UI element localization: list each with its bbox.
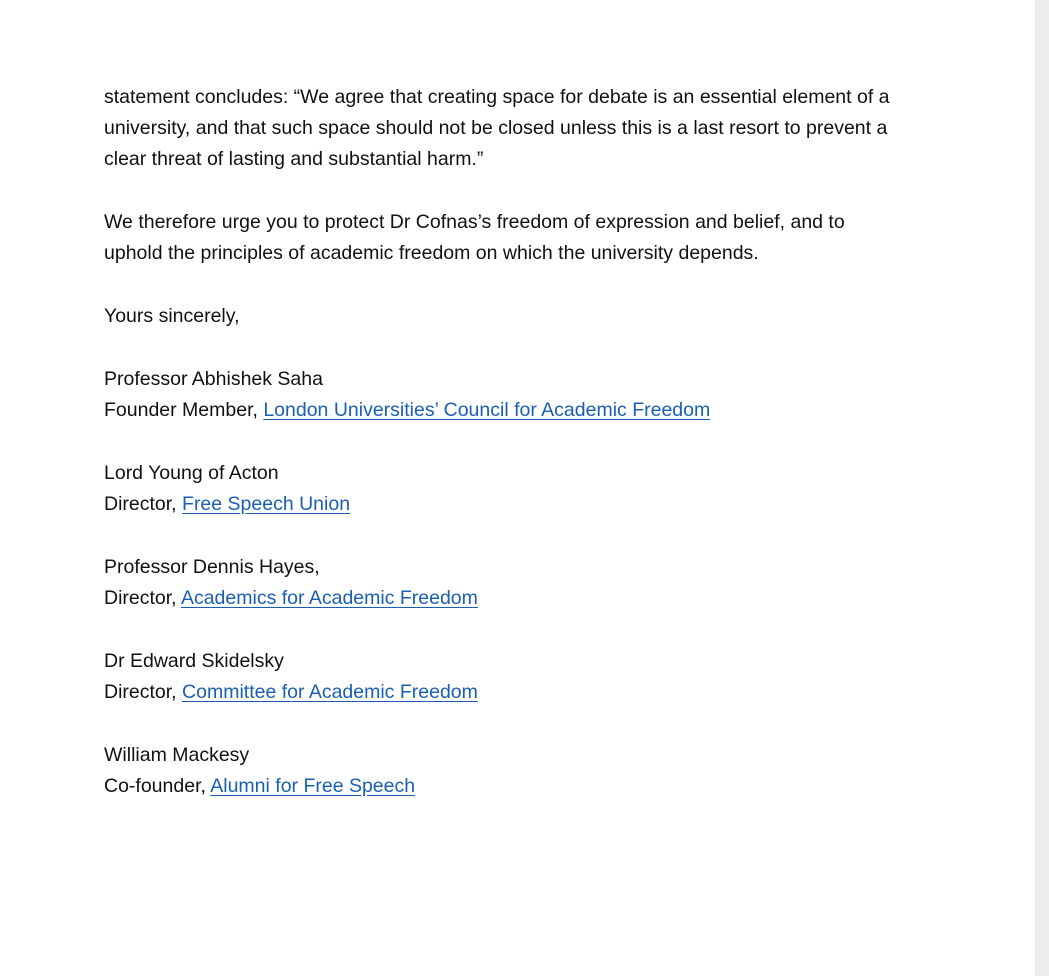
text-line: uphold the principles of academic freedom on which the university depends. <box>104 242 759 264</box>
role-prefix: Director, <box>104 681 183 703</box>
signatory-name: Dr Edward Skidelsky <box>104 650 284 672</box>
text-line: university, and that such space should not be closed unless this is a last resort to prevent a <box>104 117 888 139</box>
role-prefix: Founder Member, <box>104 399 264 421</box>
signatory-block <box>104 364 924 426</box>
paragraph-statement-conclusion <box>104 82 924 175</box>
role-prefix: Director, <box>104 587 181 609</box>
text-line: statement concludes: “We agree that creating space for debate is an essential element of a <box>104 86 890 108</box>
letter-body <box>104 82 924 834</box>
signatory-name: Professor Abhishek Saha <box>104 368 323 390</box>
text-line: clear threat of lasting and substantial harm.” <box>104 148 484 170</box>
role-prefix: Co-founder, <box>104 775 211 797</box>
signatory-role <box>104 771 924 802</box>
closing-salutation <box>104 301 924 332</box>
organisation-link-lucaf[interactable]: London Universities’ Council for Academic Freedom <box>263 399 711 421</box>
signatory-block <box>104 458 924 520</box>
text-line: Yours sincerely, <box>104 305 240 327</box>
organisation-link-alumni-free-speech[interactable]: Alumni for Free Speech <box>210 775 416 797</box>
signatory-block <box>104 552 924 614</box>
role-prefix: Director, <box>104 493 183 515</box>
organisation-link-afaf[interactable]: Academics for Academic Freedom <box>180 587 478 609</box>
organisation-link-free-speech-union[interactable]: Free Speech Union <box>182 493 351 515</box>
signatory-block <box>104 740 924 802</box>
signatory-block <box>104 646 924 708</box>
signatory-role <box>104 489 924 520</box>
organisation-link-cafs[interactable]: Committee for Academic Freedom <box>182 681 478 703</box>
text-line: We therefore urge you to protect Dr Cofnas’s freedom of expression and belief, and to <box>104 211 845 233</box>
signatory-role <box>104 677 924 708</box>
signatory-role <box>104 395 924 426</box>
signatory-name: William Mackesy <box>104 744 250 766</box>
paragraph-urge <box>104 207 924 269</box>
signatory-name: Professor Dennis Hayes, <box>104 556 320 578</box>
signatory-name: Lord Young of Acton <box>104 462 279 484</box>
signatory-role <box>104 583 924 614</box>
scrollbar-track[interactable] <box>1035 0 1049 976</box>
